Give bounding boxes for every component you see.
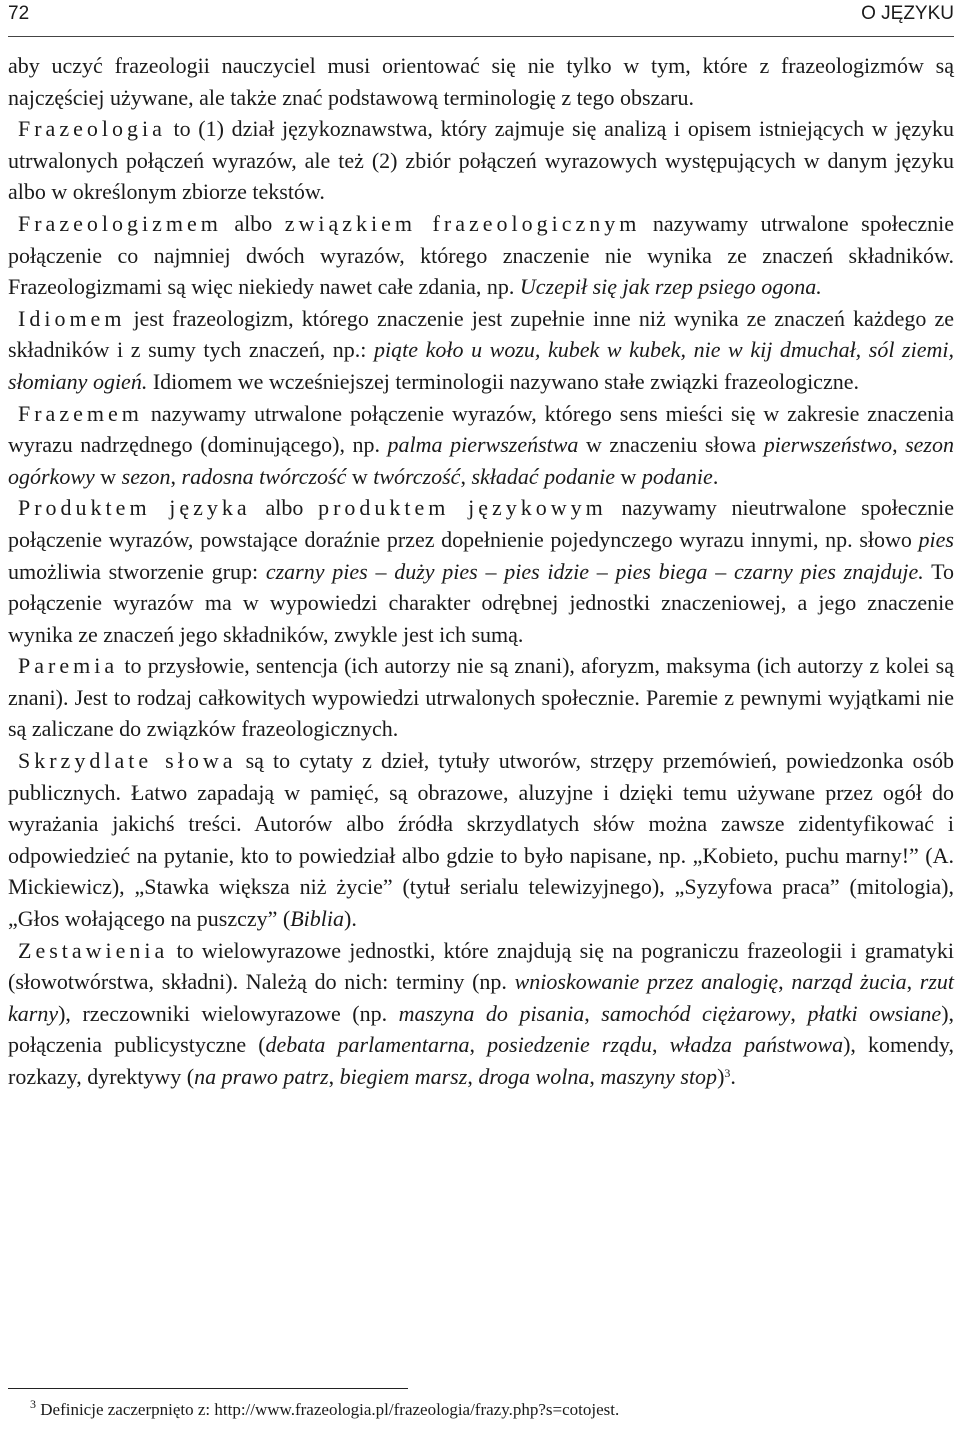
paragraph-text: w xyxy=(94,463,122,489)
footnote-marker: 3 xyxy=(30,1397,36,1411)
example-text: samochód ciężarowy xyxy=(601,1000,791,1026)
example-text: składać podanie xyxy=(471,463,616,489)
paragraph-text: aby uczyć frazeologii nauczyciel musi orientować się nie tylko w tym, które z frazeologizmów są najczęściej używane, ale także znać podstawową terminologię z tego obszaru. xyxy=(8,53,954,110)
term-zwiazek-frazeologiczny: związkiem frazeologicznym xyxy=(284,210,641,236)
document-page xyxy=(8,0,954,1432)
paragraph-text: ), połączenia publicystyczne ( xyxy=(8,1000,955,1058)
example-text: wnioskowanie przez analogię xyxy=(514,969,779,995)
example-text: rzut karny xyxy=(8,969,955,1026)
example-text: debata parlamentarna xyxy=(265,1032,470,1058)
paragraph-text: w xyxy=(615,463,642,489)
term-skrzydlate-slowa: Skrzydlate słowa xyxy=(18,748,237,774)
paragraph-text: , xyxy=(892,432,906,458)
example-text: radosna twórczość xyxy=(181,463,347,489)
example-text: Biblia xyxy=(290,906,344,932)
paragraph-text: . xyxy=(712,463,719,489)
paragraph-text: . xyxy=(730,1064,736,1089)
example-text: czarny pies – duży pies – pies idzie – pies biega – czarny pies znajduje. xyxy=(265,558,924,584)
paragraph-text: w znaczeniu słowa xyxy=(578,432,764,458)
example-text: narząd żucia xyxy=(791,969,907,995)
paragraph-text: , xyxy=(460,463,472,489)
paragraph-text: albo xyxy=(250,495,319,521)
example-text: droga wolna xyxy=(478,1064,590,1089)
paragraph-text: to przysłowie, sentencja (ich autorzy nie są znani), aforyzm, maksyma (ich autorzy z kolei są znani). Jest to rodzaj całkowitych wypowiedzi utrwalonych społecznie. Paremie z pewnymi wyjątkami nie są zaliczane do związków frazeologicznych. xyxy=(8,653,954,742)
paragraph-text: nazywamy nieutrwalone społecznie połączenie wyrazów, powstające doraźnie przez dopełnienie pojedynczego wyrazu innymi, np. słowo xyxy=(8,495,954,552)
paragraph-text: nazywamy utrwalone społecznie połączenie co najmniej dwóch wyrazów, którego znaczenie nie wynika ze znaczeń składników. Frazeologizmami są więc niekiedy nawet całe zdania, np. xyxy=(8,210,954,300)
footnote xyxy=(30,1398,930,1422)
paragraph-frazeologia xyxy=(8,113,954,208)
header-rule xyxy=(8,36,954,37)
footnote-reference[interactable]: 3 xyxy=(724,1066,731,1080)
example-text: twórczość xyxy=(373,463,461,489)
paragraph-text: albo xyxy=(221,210,285,236)
paragraph-text: nazywamy utrwalone połączenie wyrazów, którego sens mieści się w zakresie znaczenia wyrazu nadrzędnego (dominującego), np. xyxy=(8,400,954,458)
paragraph-text: , xyxy=(589,1064,601,1089)
paragraph-paremia xyxy=(8,650,954,745)
paragraph-text: umożliwia stworzenie grup: xyxy=(8,558,266,584)
paragraph-idiom xyxy=(8,303,954,398)
paragraph-text: są to cytaty z dzieł, tytuły utworów, strzępy przemówień, powiedzonka osób publicznych. Łatwo zapadają w pamięć, są obrazowe, aluzyjne i dzięki temu używane przez ogół do wyrażania jakichś treści. Autorów albo źródła skrzydlatych słów można zawsze zidentyfikować i odpowiedzieć na pytanie, kto to powiedział albo gdzie to było napisane, np. „Kobieto, puchu marny!” (A. Mickiewicz), „Stawka większa niż życie” (tytuł serialu telewizyjnego), „Syzyfowa praca” (mitologia), „Głos wołającego na puszczy” ( xyxy=(8,748,955,932)
paragraph-text: ) xyxy=(717,1064,725,1089)
paragraph-text: w xyxy=(346,463,374,489)
term-produkt-jezykowy: produktem językowym xyxy=(318,495,607,521)
term-frazeologia: Frazeologia xyxy=(18,116,166,142)
example-text: pierwszeństwo xyxy=(763,432,893,458)
paragraph-text: To połączenie wyrazów ma w wypowiedzi charakter odrębnej jednostki znaczeniowej, a jego znaczenie wynika ze znaczeń jego składników, zwykle jest ich sumą. xyxy=(8,558,954,647)
paragraph-text: , xyxy=(790,1000,808,1026)
example-text: Uczepił się jak rzep psiego ogona. xyxy=(519,274,822,300)
paragraph-text: ), komendy, rozkazy, dyrektywy ( xyxy=(8,1032,954,1089)
footnote-text: Definicje zaczerpnięto z: http://www.frazeologia.pl/frazeologia/frazy.php?s=cotojest. xyxy=(36,1400,620,1419)
example-text: sezon ogórkowy xyxy=(8,432,954,489)
term-frazeologizm: Frazeologizmem xyxy=(18,210,222,236)
body-text xyxy=(8,50,954,1093)
paragraph-intro xyxy=(8,50,954,113)
term-idiom: Idiomem xyxy=(18,305,126,331)
paragraph-produkt-jezyka xyxy=(8,492,954,650)
term-zestawienia: Zestawienia xyxy=(18,937,169,963)
term-frazem: Frazemem xyxy=(18,400,143,426)
paragraph-text: , xyxy=(328,1064,340,1089)
term-produkt-jezyka: Produktem języka xyxy=(18,495,251,521)
example-text: maszyny stop xyxy=(600,1064,718,1089)
running-title: O JĘZYKU xyxy=(861,3,954,24)
paragraph-skrzydlate-slowa xyxy=(8,745,954,935)
paragraph-text: to (1) dział językoznawstwa, który zajmuje się analizą i opisem istniejących w języku utrwalonych połączeń wyrazów, ale też (2) zbiór połączeń wyrazowych występujących w danym języku albo w określonym zbiorze tekstów. xyxy=(8,116,954,205)
paragraph-text: , xyxy=(652,1032,670,1058)
paragraph-zestawienia xyxy=(8,935,954,1093)
example-text: władza państwowa xyxy=(669,1032,844,1058)
example-text: podanie xyxy=(641,463,713,489)
paragraph-text: , xyxy=(467,1064,479,1089)
paragraph-text: , xyxy=(170,463,182,489)
example-text: piąte koło u wozu, kubek w kubek, nie w kij dmuchał, sól ziemi, słomiany ogień. xyxy=(8,337,954,394)
paragraph-text: , xyxy=(906,969,920,995)
example-text: maszyna do pisania xyxy=(398,1000,585,1026)
paragraph-text: ). xyxy=(344,906,357,932)
paragraph-frazeologizm xyxy=(8,208,954,303)
example-text: płatki owsiane xyxy=(807,1000,942,1026)
example-text: posiedzenie rządu xyxy=(487,1032,653,1058)
page-header xyxy=(8,0,954,28)
paragraph-text: Idiomem we wcześniejszej terminologii nazywano stałe związki frazeologiczne. xyxy=(147,368,859,394)
paragraph-frazem xyxy=(8,398,954,493)
example-text: biegiem marsz xyxy=(339,1064,468,1089)
example-text: na prawo patrz xyxy=(194,1064,329,1089)
footnote-rule xyxy=(8,1388,408,1389)
paragraph-text: , xyxy=(584,1000,602,1026)
example-text: pies xyxy=(918,526,954,552)
paragraph-text: jest frazeologizm, którego znaczenie jest zupełnie inne niż wynika ze znaczeń każdego ze składników i z sumy tych znaczeń, np.: xyxy=(8,305,954,363)
example-text: palma pierwszeństwa xyxy=(387,432,579,458)
example-text: sezon xyxy=(121,463,171,489)
term-paremia: Paremia xyxy=(18,653,119,679)
paragraph-text: , xyxy=(778,969,792,995)
paragraph-text: ), rzeczowniki wielowyrazowe (np. xyxy=(58,1000,399,1026)
page-number: 72 xyxy=(8,3,30,24)
paragraph-text: to wielowyrazowe jednostki, które znajdują się na pograniczu frazeologii i gramatyki (słowotwórstwa, składni). Należą do nich: terminy (np. xyxy=(8,937,954,995)
paragraph-text: , xyxy=(469,1032,488,1058)
